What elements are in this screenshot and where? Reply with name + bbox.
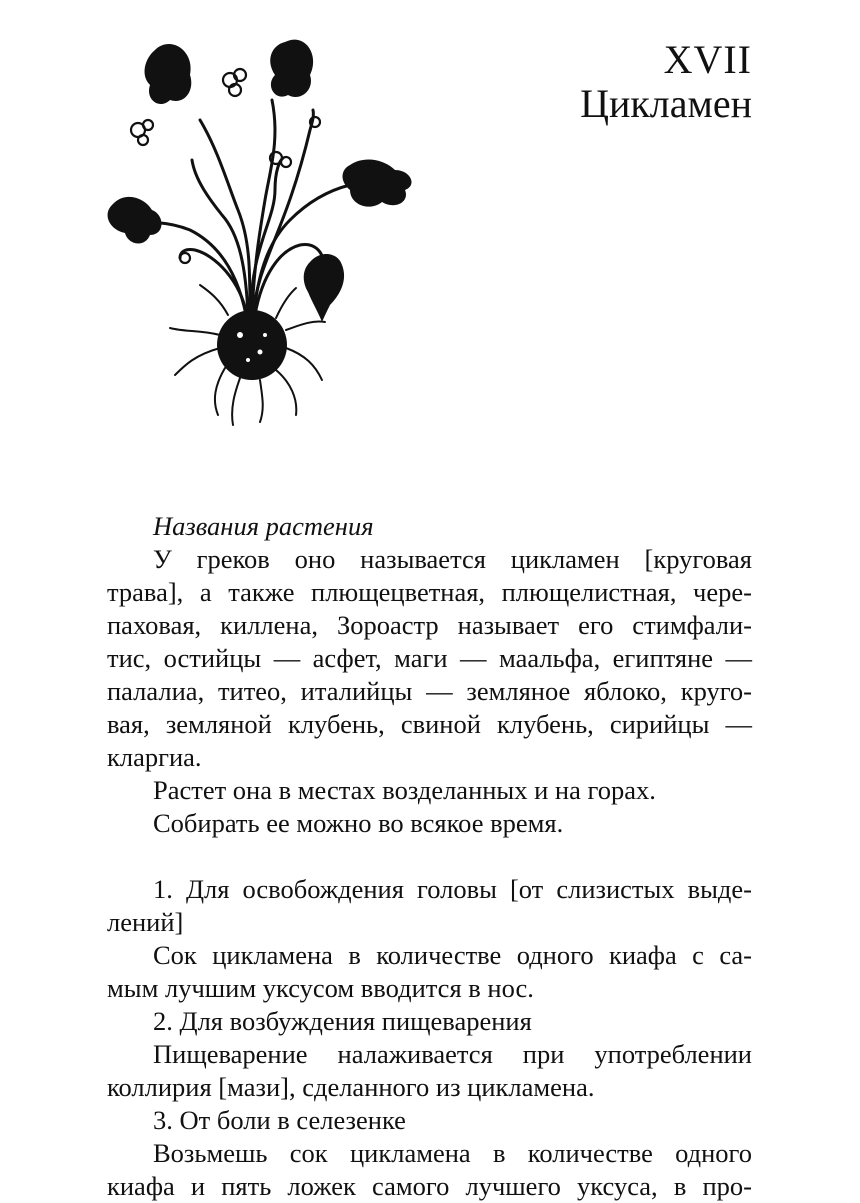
recipe-heading: 3. От боли в селезенке <box>153 1105 406 1135</box>
text-line: У греков оно называется цикламен [круговая <box>153 544 752 574</box>
chapter-number: XVII <box>663 37 752 82</box>
recipe-heading: лений] <box>107 907 184 937</box>
text-line: коллирия [мази], сделанного из цикламена. <box>107 1072 595 1102</box>
text-line: Собирать ее можно во всякое время. <box>153 808 564 838</box>
text-line: Возьмешь сок цикламена в количестве одного <box>153 1138 752 1168</box>
text-line: мым лучшим уксусом вводится в нос. <box>107 973 534 1003</box>
text-line: киафа и пять ложек самого лучшего уксуса, в про- <box>107 1171 752 1201</box>
text-body <box>107 510 752 1203</box>
text-line: кларгиа. <box>107 742 202 772</box>
text-line: Растет она в местах возделанных и на горах. <box>153 775 656 805</box>
section-heading: Названия растения <box>153 511 374 541</box>
text-line: трава], а также плющецветная, плющелистная, чере- <box>107 577 752 607</box>
chapter-title: Цикламен <box>580 81 752 126</box>
recipe-heading: 1. Для освобождения головы [от слизистых выде- <box>153 874 752 904</box>
text-line: палалиа, титео, италийцы — земляное яблоко, круго- <box>107 676 752 706</box>
text-line: паховая, киллена, Зороастр называет его стимфали- <box>107 610 752 640</box>
text-line: тис, остийцы — асфет, маги — маальфа, египтяне — <box>107 643 752 673</box>
text-line: Сок цикламена в количестве одного киафа с са- <box>153 940 752 970</box>
recipe-heading: 2. Для возбуждения пищеварения <box>153 1006 532 1036</box>
text-line: Пищеварение налаживается при употреблении <box>153 1039 752 1069</box>
cyclamen-plant-icon <box>100 30 430 430</box>
text-line: вая, земляной клубень, свиной клубень, сирийцы — <box>107 709 752 739</box>
